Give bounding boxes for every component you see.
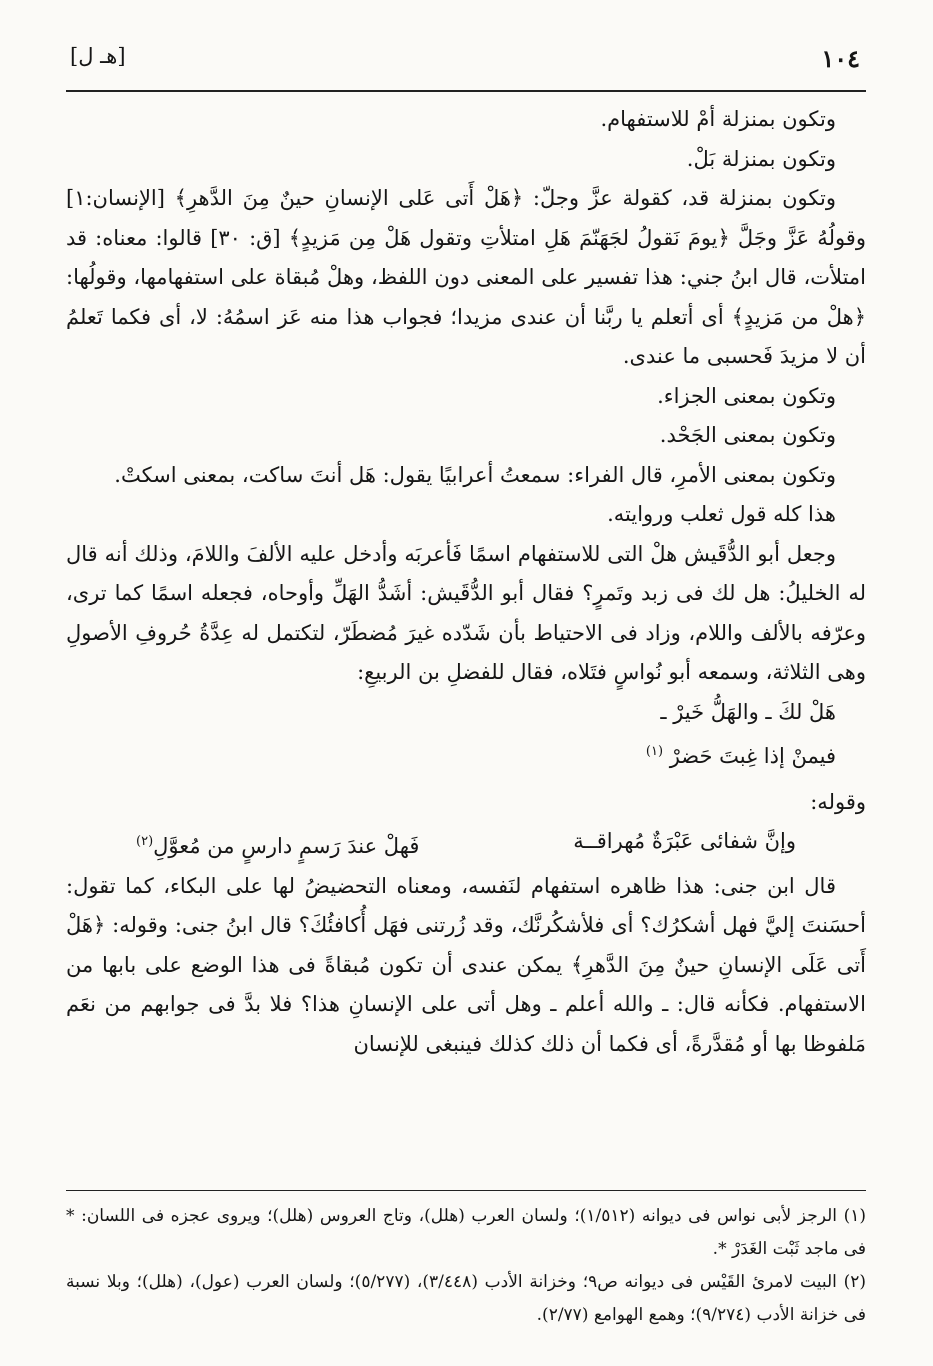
paragraph: وتكون بمعنى الجَحْد. bbox=[659, 423, 836, 447]
footnote-marker: (١) bbox=[645, 744, 664, 759]
verse-hemistich-right: وإنَّ شفائى عَبْرَةٌ مُهراقــة bbox=[573, 829, 796, 853]
verse-couplet bbox=[66, 822, 866, 867]
paragraph: وتكون بمنزلة بَلْ. bbox=[686, 146, 836, 171]
footnote-marker: (٢) bbox=[136, 834, 154, 849]
header-rule bbox=[66, 90, 866, 92]
paragraph: وجعل أبو الدُّقَيش هلْ التى للاستفهام اسمًا فَأعربَه وأدخل عليه الألفَ واللامَ، وذلك أنه قال له الخليلُ: هل لك فى زبد وتَمرٍ؟ فقال أبو الدُّقَيش: أشَدُّ الهَلِّ وأوحاه، فجعله اسمًا كما ترى، وعرّفه بالألف واللام، وزاد فى الاحتياط بأن شَدّده غيرَ مُضطَرّ، لتكتمل له عِدَّةُ حُروفِ الأصولِ وهى الثلاثة، وسمعه أبو نُواسٍ فتَلاه، فقال للفضلِ بن الربيعِ: bbox=[66, 541, 866, 684]
page-header bbox=[66, 40, 866, 78]
paragraph: وتكون بمنزلة قد، كقولة عزَّ وجلّ: ﴿هَلْ أَتى عَلى الإنسانِ حينٌ مِنَ الدَّهرِ﴾ [الإنسان:١] وقولُهُ عَزَّ وجَلَّ ﴿يومَ نَقولُ لجَهَنّمَ هَلِ امتلأتِ وتقول هَلْ مِن مَزيدٍ﴾ [ق: ٣٠] قالوا: معناه: قد امتلأت، قال ابنُ جني: هذا تفسير على المعنى دون اللفظ، وهلْ مُبقاة على استفهامها، وقولُها: ﴿هلْ من مَزيدٍ﴾ أى أتعلم يا ربَّنا أن عندى مزيدا؛ فجواب هذا منه عَز اسمُهُ: لا، أى فكما تَعلمُ أن لا مزيدَ فَحسبى ما عندى. bbox=[66, 186, 866, 368]
running-head: [هـ ل] bbox=[70, 44, 126, 68]
paragraph: وتكون بمنزلة أمْ للاستفهام. bbox=[600, 107, 836, 131]
footnotes bbox=[66, 1200, 866, 1332]
verse-line bbox=[66, 732, 866, 777]
paragraph: هذا كله قول ثعلب وروايته. bbox=[607, 502, 836, 526]
verse-text: فيمنْ إذا غِبتَ حَضرْ bbox=[669, 744, 836, 768]
book-page bbox=[66, 40, 866, 1325]
verse-text: فَهلْ عندَ رَسمٍ دارسٍ من مُعوَّلِ bbox=[153, 834, 420, 858]
verse-hemistich-left bbox=[136, 822, 419, 867]
page-number: ١٠٤ bbox=[821, 44, 860, 73]
main-text bbox=[66, 100, 866, 1064]
footnote: (١) الرجز لأبى نواس فى ديوانه (١/٥١٢)؛ ولسان العرب (هلل)، وتاج العروس (هلل)؛ ويروى عجزه فى اللسان: * فى ماجد ثَبْت الغَدَرْ *. bbox=[66, 1206, 866, 1259]
paragraph: وتكون بمعنى الأمرِ، قال الفراء: سمعتُ أعرابيًا يقول: هَل أنتَ ساكت، بمعنى اسكتْ. bbox=[114, 462, 836, 487]
paragraph: قال ابن جنى: هذا ظاهره استفهام لنَفسه، ومعناه التحضيضُ لها على البكاء، كما تقول: أحسَنتَ إليَّ فهل أشكرُك؟ أى فلأشكُرنَّك، وقد زُرتنى فهَل أُكافئُكَ؟ قال ابنُ جنى: وقوله: ﴿هَلْ أَتى عَلَى الإنسانِ حينٌ مِنَ الدَّهرِ﴾ يمكن عندى أن تكون مُبقاةً فى هذا الوضع على بابها من الاستفهام. فكأنه قال: ـ والله أعلم ـ وهل أتى على الإنسانِ هذا؟ فلا بدَّ فى جوابهم من نعَم مَلفوظا بها أو مُقدَّرةً، أى فكما أن ذلك كذلك فينبغى للإنسان bbox=[66, 873, 866, 1056]
paragraph: وتكون بمعنى الجزاء. bbox=[657, 383, 836, 408]
paragraph: وقوله: bbox=[810, 789, 866, 814]
footnote-rule bbox=[66, 1190, 866, 1191]
footnote: (٢) البيت لامرئ القَيْس فى ديوانه ص٩؛ وخزانة الأدب (٣/٤٤٨)، (٥/٢٧٧)؛ ولسان العرب (عول)، (هلل)؛ وبلا نسبة فى خزانة الأدب (٩/٢٧٤)؛ وهمع الهوامع (٢/٧٧). bbox=[66, 1272, 866, 1325]
verse-line: هَلْ لكَ ـ والهَلُّ خَيرْ ـ bbox=[660, 699, 836, 724]
